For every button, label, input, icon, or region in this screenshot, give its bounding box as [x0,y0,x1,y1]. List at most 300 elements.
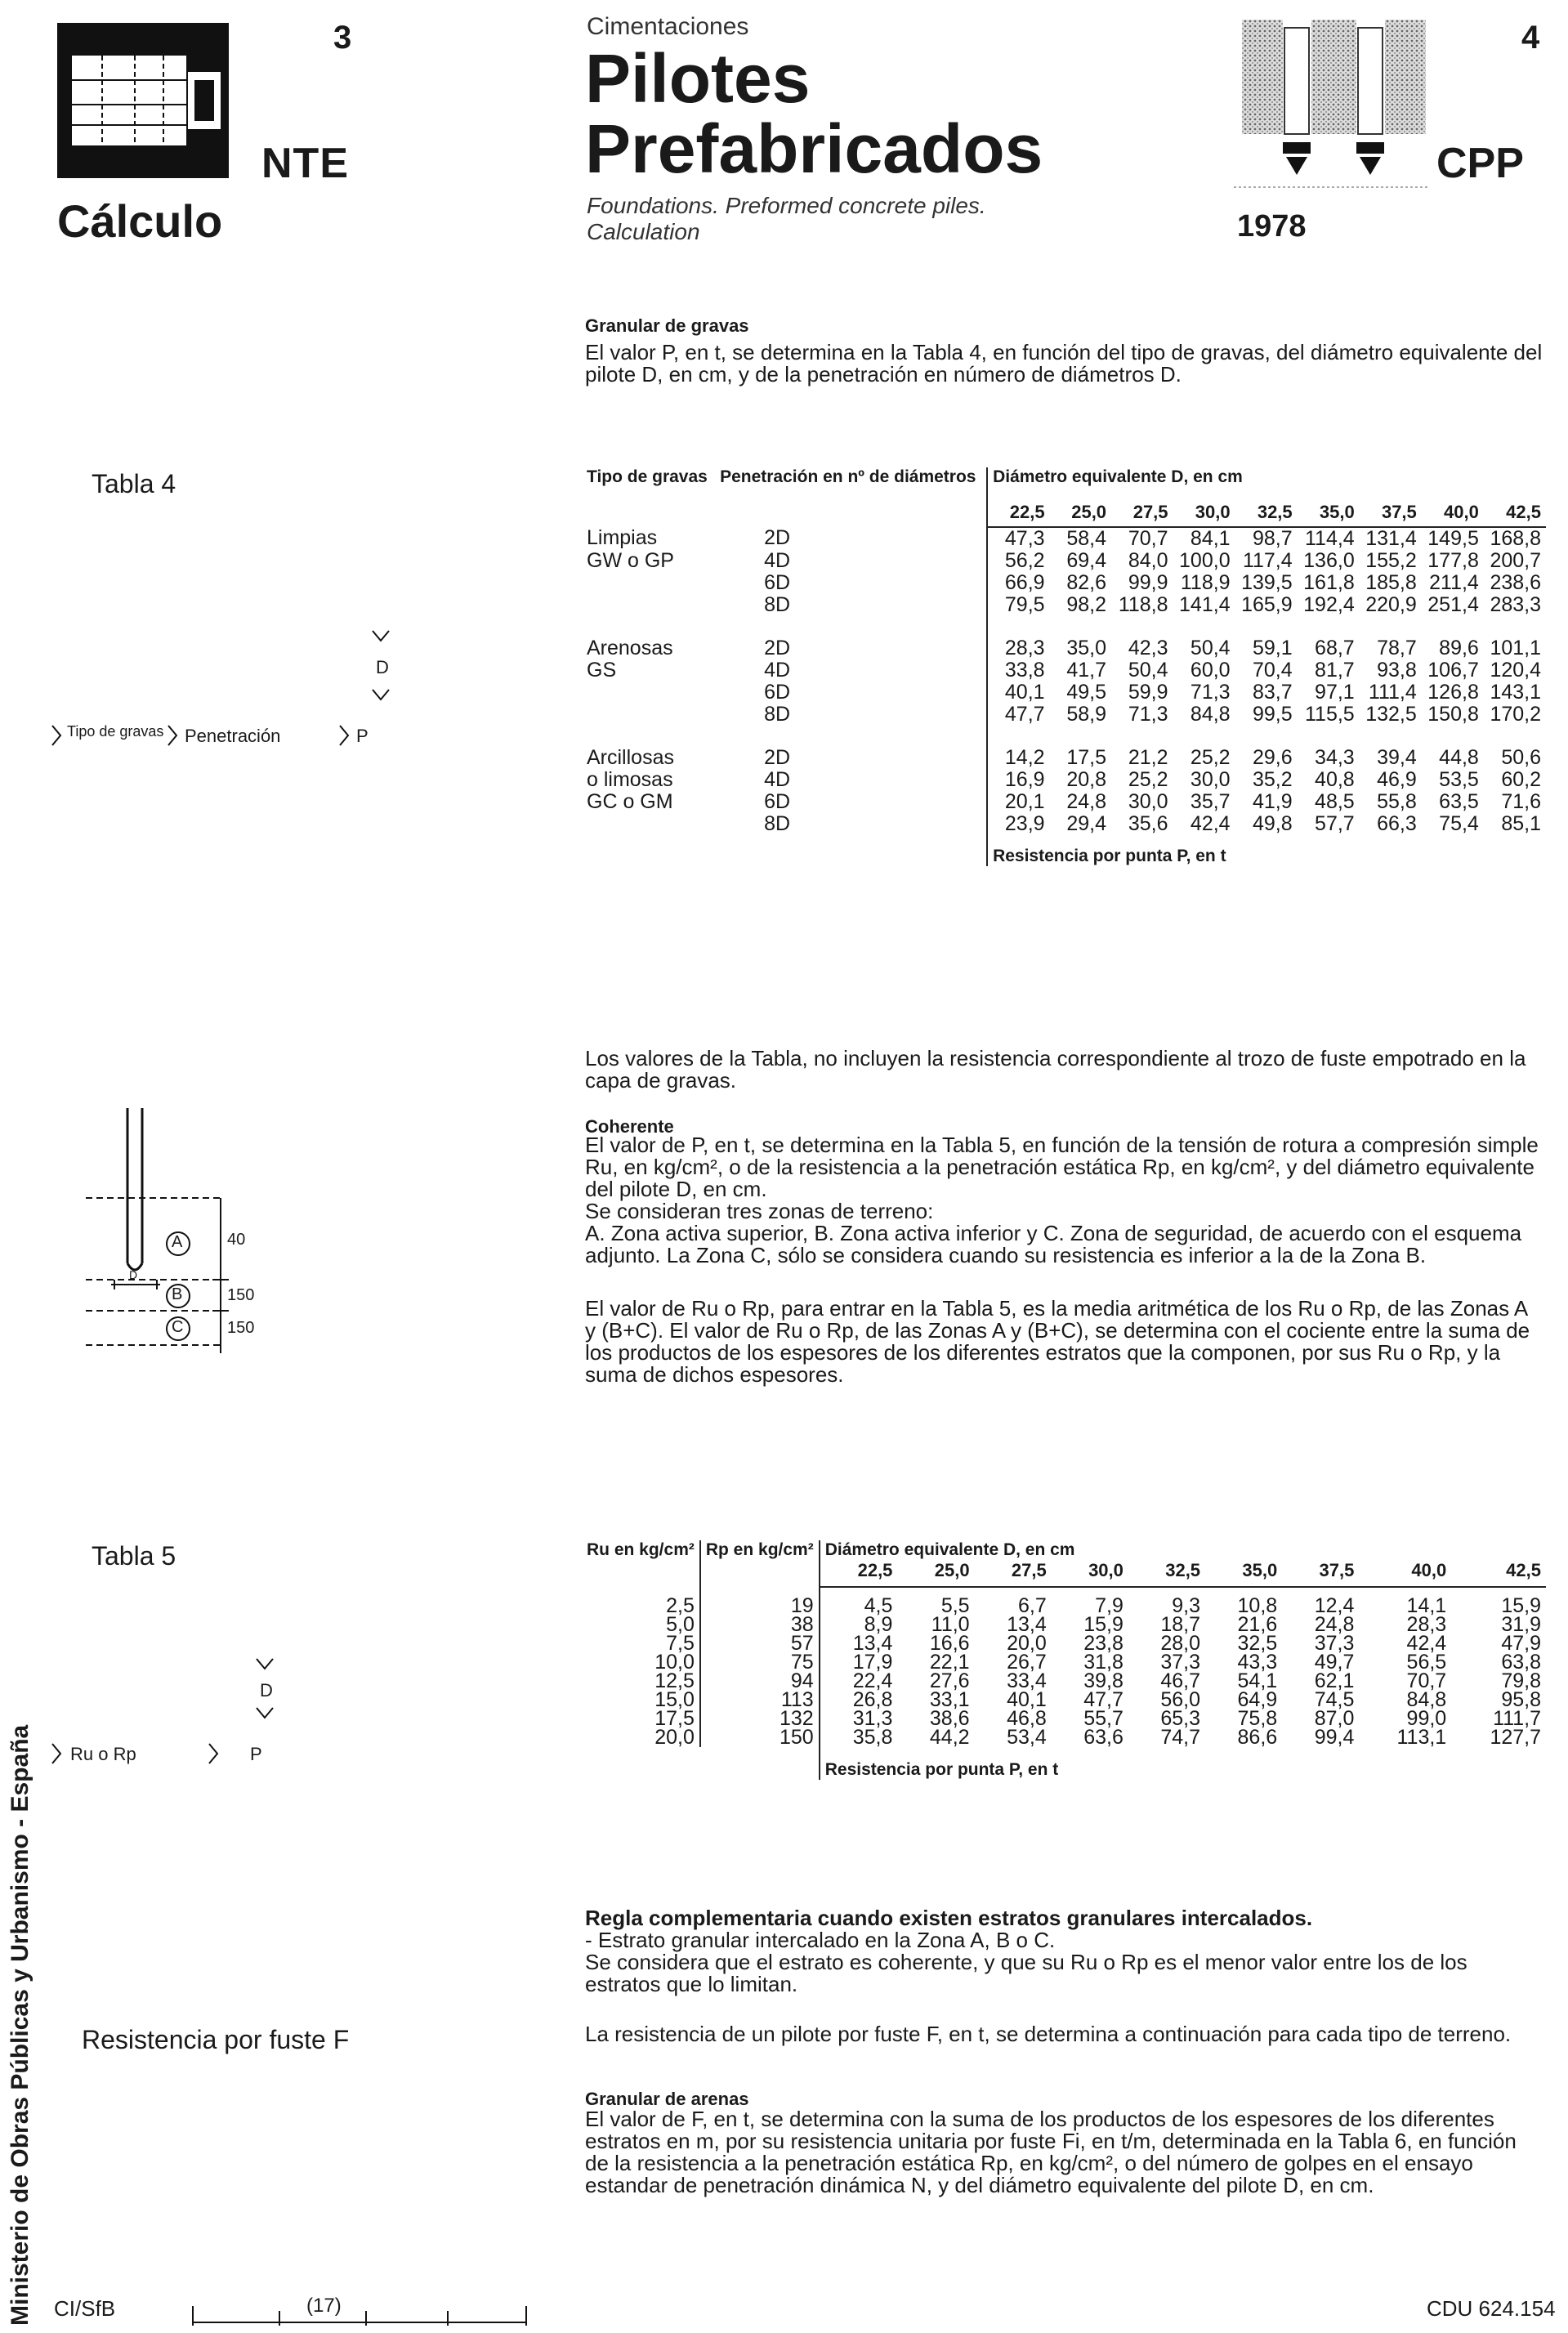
t4-value-cell: 85,1 [1501,812,1541,835]
t5-value-cell: 26,7 [1007,1651,1047,1674]
t4-value-cell: 49,5 [1066,681,1107,704]
t4-value-cell: 20,1 [987,791,1050,813]
t5-value-cell: 74,7 [1160,1726,1201,1749]
table-5 [582,1540,1546,1780]
t5-value-cell: 70,7 [1406,1669,1447,1692]
title-line-2: Prefabricados [585,110,1043,187]
rule-heading: Regla complementaria cuando existen estratos granulares intercalados. [585,1906,1313,1930]
t4-value-cell: 40,8 [1315,768,1355,791]
t5-value-cell: 35,8 [820,1728,898,1747]
zone-dim-40: 40 [227,1231,246,1249]
table-row [582,769,1546,791]
t5-diameter-header: 30,0 [1052,1560,1128,1587]
t4-value-cell: 177,8 [1427,549,1479,572]
flow5-output: P [250,1744,262,1764]
t5-rp-cell: 75 [700,1653,820,1672]
t5-value-cell: 13,4 [820,1634,898,1653]
t5-rp-cell: 132 [700,1710,820,1728]
t5-diameter-header: 27,5 [975,1560,1052,1587]
t5-value-cell: 56,5 [1406,1651,1447,1674]
t4-value-cell: 251,4 [1427,593,1479,616]
t5-rp-cell: 38 [700,1616,820,1634]
t5-ru-cell: 20,0 [654,1726,695,1749]
t4-value-cell: 89,6 [1439,637,1479,659]
t5-ru-cell: 15,0 [654,1688,695,1711]
table-row [582,1616,1546,1634]
t5-value-cell: 5,5 [940,1594,970,1617]
t5-value-cell: 87,0 [1314,1707,1355,1730]
t4-tipo-cell: Limpias [587,526,658,549]
t5-value-cell: 18,7 [1160,1613,1201,1636]
t4-value-cell: 83,7 [1252,681,1293,704]
rule-text: Se considera que el estrato es coherente, y que su Ru o Rp es el menor valor entre los de los estratos que lo limitan. [585,1950,1467,1996]
t4-value-cell: 132,5 [1365,703,1417,726]
table-row [582,1653,1546,1672]
t5-value-cell: 6,7 [1017,1594,1047,1617]
t4-value-cell: 20,8 [1066,768,1107,791]
coherente-p1: El valor de P, en t, se determina en la Tabla 5, en función de la tensión de rotura a compresión simple Ru, en kg/cm², o de la resistencia a la penetración estática Rp, en kg/cm², y del diámetro equivalente del pilote D, en cm. [585,1133,1539,1201]
table-row [582,682,1546,704]
table-row [582,594,1546,616]
t5-value-cell: 23,8 [1083,1632,1124,1655]
t5-value-cell: 47,7 [1083,1688,1124,1711]
t5-col-diam: Diámetro equivalente D, en cm [820,1540,1546,1560]
t5-value-cell: 39,8 [1083,1669,1124,1692]
zone-c: C [172,1318,184,1336]
t5-value-cell: 15,9 [1501,1594,1541,1617]
t4-value-cell: 59,1 [1252,637,1293,659]
t4-value-cell: 60,0 [1190,659,1231,682]
t4-value-cell: 71,3 [1190,681,1231,704]
table-row [582,1691,1546,1710]
title-line-1: Pilotes [585,40,811,117]
t5-value-cell: 17,9 [820,1653,898,1672]
t4-diameter-header: 30,0 [1173,487,1235,527]
table-row [582,550,1546,572]
t4-value-cell: 39,4 [1377,746,1417,769]
t4-value-cell: 25,2 [1128,768,1168,791]
t4-col-tipo: Tipo de gravas [587,467,708,486]
rule-item: - Estrato granular intercalado en la Zona A, B o C. [585,1928,1056,1952]
t5-value-cell: 56,0 [1160,1688,1201,1711]
heading-granular-arenas: Granular de arenas [585,2089,749,2109]
nte-logo [57,23,229,178]
t4-diameter-header: 42,5 [1484,487,1546,527]
t5-value-cell: 4,5 [820,1597,898,1616]
t4-tipo-cell [582,813,715,835]
paragraph-arenas: El valor de F, en t, se determina con la suma de los productos de los espesores de los diferentes estratos en m, por su resistencia unitaria por fuste Fi, en t/m, determinada en la Tabla 6, en función de la resistencia a la penetración estática Rp, en kg/cm², o del número de golpes en el ensayo estandar de penetración dinámica N, y del diámetro equivalente del pilote D, en cm. [585,2107,1517,2197]
t4-pen-cell: 2D [764,526,791,549]
t5-value-cell: 21,6 [1237,1613,1278,1636]
t4-value-cell: 40,1 [987,682,1050,704]
t4-value-cell: 29,4 [1066,812,1107,835]
t5-diameter-header: 40,0 [1359,1560,1451,1587]
zone-d-label: D [129,1268,138,1281]
t4-value-cell: 136,0 [1303,549,1355,572]
t5-value-cell: 86,6 [1237,1726,1278,1749]
t4-value-cell: 84,1 [1190,527,1231,550]
t5-value-cell: 26,8 [820,1691,898,1710]
table-row [582,659,1546,682]
t5-rp-cell: 94 [700,1672,820,1691]
t4-value-cell: 50,6 [1501,746,1541,769]
t5-value-cell: 28,0 [1160,1632,1201,1655]
t5-value-cell: 49,7 [1314,1651,1355,1674]
tabla5-label: Tabla 5 [92,1541,176,1571]
cisfb-label: CI/SfB [54,2296,116,2321]
t4-value-cell: 70,4 [1252,659,1293,682]
coherente-p2: Se consideran tres zonas de terreno: [585,1199,934,1223]
heading-coherente: Coherente [585,1116,674,1137]
t4-value-cell: 24,8 [1066,790,1107,813]
t5-value-cell: 7,9 [1095,1594,1124,1617]
subject-label: Cimentaciones [587,13,749,40]
t5-value-cell: 53,4 [1007,1726,1047,1749]
t4-value-cell: 41,7 [1066,659,1107,682]
t4-value-cell: 149,5 [1427,527,1479,550]
t5-value-cell: 31,3 [820,1710,898,1728]
t4-value-cell: 238,6 [1490,571,1541,594]
t4-tipo-cell: GC o GM [587,790,673,813]
t4-value-cell: 14,2 [987,747,1050,769]
t4-value-cell: 115,5 [1305,703,1355,726]
t5-ru-cell: 17,5 [654,1707,695,1730]
t5-ru-cell: 5,0 [666,1613,695,1636]
t4-tipo-cell: Arenosas [587,637,673,659]
t4-value-cell: 44,8 [1439,746,1479,769]
t5-value-cell: 24,8 [1314,1613,1355,1636]
t5-value-cell: 63,8 [1501,1651,1541,1674]
t4-value-cell: 192,4 [1303,593,1355,616]
t4-pen-cell: 2D [764,637,791,659]
t5-value-cell: 111,7 [1493,1707,1541,1730]
t5-value-cell: 32,5 [1237,1632,1278,1655]
t4-pen-cell: 6D [764,571,791,594]
t4-value-cell: 79,5 [987,594,1050,616]
t4-pen-cell: 6D [764,790,791,813]
zone-a: A [172,1233,183,1251]
t4-value-cell: 117,4 [1242,549,1293,572]
cisfb-code: (17) [306,2295,342,2317]
t4-value-cell: 131,4 [1365,527,1417,550]
cpp-logo [1234,20,1430,191]
table-row [582,747,1546,769]
t4-value-cell: 139,5 [1241,571,1293,594]
t4-value-cell: 35,6 [1128,812,1168,835]
t4-value-cell: 58,9 [1066,703,1107,726]
table-row [582,704,1546,726]
note-gravas: Los valores de la Tabla, no incluyen la resistencia correspondiente al trozo de fuste empotrado en la capa de gravas. [585,1046,1526,1093]
t4-col-pen: Penetración en nº de diámetros [720,467,976,486]
t4-value-cell: 111,4 [1368,681,1417,704]
t4-value-cell: 23,9 [987,813,1050,835]
t5-value-cell: 22,1 [929,1651,970,1674]
t4-value-cell: 58,4 [1066,527,1107,550]
table-row [582,527,1546,550]
t4-value-cell: 106,7 [1427,659,1479,682]
flow5-input: Ru o Rp [70,1744,136,1764]
t5-value-cell: 46,7 [1160,1669,1201,1692]
zone-diagram [82,1108,294,1370]
section-calculo: Cálculo [57,195,223,247]
t4-value-cell: 42,3 [1128,637,1168,659]
t4-value-cell: 100,0 [1179,549,1231,572]
t4-value-cell: 118,8 [1118,593,1168,616]
t5-footer: Resistencia por punta P, en t [820,1747,1546,1780]
t4-value-cell: 170,2 [1490,703,1541,726]
t4-value-cell: 118,9 [1180,571,1231,594]
t5-col-ru: Ru en kg/cm² [587,1540,695,1559]
t4-value-cell: 71,3 [1128,703,1168,726]
t5-rp-cell: 113 [700,1691,820,1710]
flow5-d: D [260,1680,273,1701]
cisfb-scale [188,2295,531,2327]
t5-value-cell: 54,1 [1237,1669,1278,1692]
t5-ru-cell: 7,5 [666,1632,695,1655]
t5-value-cell: 15,9 [1083,1613,1124,1636]
t4-tipo-cell: o limosas [587,768,673,791]
table-row [582,1634,1546,1653]
t4-tipo-cell [582,594,715,616]
t5-col-rp: Rp en kg/cm² [700,1540,820,1587]
table-row [582,572,1546,594]
t5-value-cell: 22,4 [820,1672,898,1691]
t4-value-cell: 41,9 [1252,790,1293,813]
table-row [582,791,1546,813]
t4-value-cell: 84,8 [1190,703,1231,726]
table-4 [582,467,1546,866]
t4-tipo-cell [582,682,715,704]
t4-value-cell: 69,4 [1066,549,1107,572]
t4-value-cell: 283,3 [1490,593,1541,616]
t4-value-cell: 63,5 [1439,790,1479,813]
t4-value-cell: 97,1 [1315,681,1355,704]
t5-value-cell: 75,8 [1237,1707,1278,1730]
t4-value-cell: 25,2 [1190,746,1231,769]
t4-value-cell: 57,7 [1315,812,1355,835]
t5-value-cell: 62,1 [1314,1669,1355,1692]
flow4-input: Tipo de gravas [67,723,164,740]
t5-value-cell: 31,9 [1501,1613,1541,1636]
t5-diameter-header: 42,5 [1451,1560,1546,1587]
t5-value-cell: 47,9 [1501,1632,1541,1655]
t4-diameter-header: 35,0 [1298,487,1360,527]
t4-pen-cell: 2D [764,746,791,769]
t4-value-cell: 70,7 [1128,527,1168,550]
t5-value-cell: 8,9 [820,1616,898,1634]
t4-value-cell: 35,2 [1252,768,1293,791]
cpp-label: CPP [1436,140,1524,187]
t4-value-cell: 75,4 [1439,812,1479,835]
t4-value-cell: 161,8 [1303,571,1355,594]
t4-value-cell: 55,8 [1377,790,1417,813]
t4-diameter-header: 22,5 [987,487,1050,527]
t5-value-cell: 74,5 [1314,1688,1355,1711]
nte-label: NTE [261,140,349,187]
t4-value-cell: 99,5 [1252,703,1293,726]
t4-diameter-header: 32,5 [1235,487,1298,527]
flow4-output: P [356,726,369,746]
fuste-label: Resistencia por fuste F [82,2025,350,2054]
fuste-text: La resistencia de un pilote por fuste F, en t, se determina a continuación para cada tipo de terreno. [585,2022,1512,2046]
t5-value-cell: 63,6 [1083,1726,1124,1749]
t5-value-cell: 10,8 [1237,1594,1278,1617]
t4-value-cell: 50,4 [1190,637,1231,659]
t4-value-cell: 120,4 [1490,659,1541,682]
heading-granular-gravas: Granular de gravas [585,315,749,336]
t5-value-cell: 12,4 [1314,1594,1355,1617]
t5-value-cell: 46,8 [1007,1707,1047,1730]
t5-value-cell: 84,8 [1406,1688,1447,1711]
t4-value-cell: 220,9 [1365,593,1417,616]
zone-dim-150a: 150 [227,1286,255,1304]
table-row [582,813,1546,835]
t4-value-cell: 50,4 [1128,659,1168,682]
t4-value-cell: 99,9 [1128,571,1168,594]
coherente-p3: A. Zona activa superior, B. Zona activa inferior y C. Zona de seguridad, de acuerdo con el esquema adjunto. La Zona C, sólo se considera cuando su resistencia es inferior a la de la Zona B. [585,1221,1522,1267]
t4-value-cell: 126,8 [1427,681,1479,704]
t4-value-cell: 143,1 [1490,681,1541,704]
t4-value-cell: 141,4 [1179,593,1231,616]
t5-value-cell: 40,1 [1007,1688,1047,1711]
t4-tipo-cell: GW o GP [587,549,674,572]
t4-value-cell: 211,4 [1429,571,1479,594]
t4-value-cell: 101,1 [1490,637,1541,659]
t5-rp-cell: 57 [700,1634,820,1653]
t4-tipo-cell [582,572,715,594]
t5-value-cell: 13,4 [1007,1613,1047,1636]
t4-value-cell: 47,3 [987,527,1050,550]
t4-value-cell: 30,0 [1128,790,1168,813]
t5-diameter-header: 22,5 [820,1560,898,1587]
t4-value-cell: 17,5 [1066,746,1107,769]
t4-tipo-cell [582,704,715,726]
paragraph-gravas: El valor P, en t, se determina en la Tabla 4, en función del tipo de gravas, del diámetro equivalente del pilote D, en cm, y de la penetración en número de diámetros D. [585,340,1543,387]
t4-value-cell: 35,0 [1066,637,1107,659]
t4-pen-cell: 4D [764,768,791,791]
t4-value-cell: 53,5 [1439,768,1479,791]
t4-value-cell: 30,0 [1190,768,1231,791]
t4-tipo-cell: Arcillosas [587,746,674,769]
t4-diameter-header: 37,5 [1360,487,1422,527]
t4-pen-cell: 4D [764,659,791,682]
subtitle-line-1: Foundations. Preformed concrete piles. [587,193,986,218]
t5-value-cell: 9,3 [1172,1594,1201,1617]
t5-value-cell: 28,3 [1406,1613,1447,1636]
t5-ru-cell: 10,0 [654,1651,695,1674]
t5-value-cell: 44,2 [929,1726,970,1749]
t4-value-cell: 48,5 [1315,790,1355,813]
t4-value-cell: 155,2 [1365,549,1417,572]
t4-pen-cell: 8D [764,593,791,616]
t5-value-cell: 11,0 [931,1613,970,1636]
flow4-d: D [376,657,389,677]
t4-value-cell: 98,2 [1066,593,1107,616]
table-row [582,1672,1546,1691]
t5-value-cell: 37,3 [1160,1651,1201,1674]
cdu-code: CDU 624.154 [1427,2296,1556,2321]
t5-value-cell: 33,4 [1007,1669,1047,1692]
flow4-mid: Penetración [185,726,281,746]
t4-value-cell: 16,9 [987,769,1050,791]
t5-value-cell: 55,7 [1083,1707,1124,1730]
t4-value-cell: 185,8 [1365,571,1417,594]
t5-value-cell: 42,4 [1406,1632,1447,1655]
t5-rp-cell: 150 [700,1728,820,1747]
t5-value-cell: 16,6 [929,1632,970,1655]
t5-ru-cell: 2,5 [666,1594,695,1617]
t4-value-cell: 98,7 [1252,527,1293,550]
t4-value-cell: 165,9 [1241,593,1293,616]
t4-value-cell: 42,4 [1190,812,1231,835]
coherente-p4: El valor de Ru o Rp, para entrar en la Tabla 5, es la media aritmética de los Ru o Rp, de las Zonas A y (B+C). El valor de Ru o Rp, de las Zonas A y (B+C), se determina con el cociente entre la suma de los productos de los espesores de los diferentes estratos que la componen, por sus Ru o Rp, y la suma de dichos espesores. [585,1296,1530,1387]
t4-value-cell: 93,8 [1377,659,1417,682]
t4-value-cell: 56,2 [987,550,1050,572]
t4-value-cell: 200,7 [1490,549,1541,572]
t5-diameter-header: 37,5 [1282,1560,1359,1587]
t4-tipo-cell: GS [587,659,617,682]
t4-pen-cell: 8D [764,812,791,835]
t4-value-cell: 81,7 [1315,659,1355,682]
t5-diameter-header: 32,5 [1128,1560,1205,1587]
t4-value-cell: 66,3 [1377,812,1417,835]
t5-value-cell: 20,0 [1007,1632,1047,1655]
t5-ru-cell: 12,5 [654,1669,695,1692]
flow-diagram-tabla5 [49,1649,360,1772]
t4-value-cell: 168,8 [1490,527,1541,550]
t5-value-cell: 95,8 [1501,1688,1541,1711]
t4-footer: Resistencia por punta P, en t [987,835,1546,866]
t5-value-cell: 33,1 [929,1688,970,1711]
t4-value-cell: 59,9 [1128,681,1168,704]
zone-b: B [172,1285,183,1303]
t4-value-cell: 84,0 [1128,549,1168,572]
t4-diameter-header: 27,5 [1111,487,1173,527]
table-row [582,1597,1546,1616]
t5-value-cell: 27,6 [929,1669,970,1692]
t4-value-cell: 28,3 [987,637,1050,659]
t4-value-cell: 114,4 [1305,527,1355,550]
t5-value-cell: 43,3 [1237,1651,1278,1674]
t4-diameter-header: 25,0 [1050,487,1111,527]
t4-value-cell: 66,9 [987,572,1050,594]
t5-value-cell: 37,3 [1314,1632,1355,1655]
ministry-vertical-text: Ministerio de Obras Públicas y Urbanismo - España [7,1724,34,2326]
t5-value-cell: 31,8 [1083,1651,1124,1674]
t4-value-cell: 78,7 [1377,637,1417,659]
t5-value-cell: 65,3 [1160,1707,1201,1730]
tabla4-label: Tabla 4 [92,469,176,498]
right-page-number: 4 [1521,20,1540,56]
t5-value-cell: 127,7 [1490,1726,1541,1749]
t4-value-cell: 47,7 [987,704,1050,726]
t5-value-cell: 79,8 [1501,1669,1541,1692]
t4-pen-cell: 8D [764,703,791,726]
left-page-number: 3 [333,20,352,56]
t4-value-cell: 33,8 [987,659,1050,682]
t5-value-cell: 99,4 [1314,1726,1355,1749]
subtitle [587,193,1175,245]
t4-col-diam: Diámetro equivalente D, en cm [987,467,1546,487]
t4-value-cell: 34,3 [1315,746,1355,769]
t4-value-cell: 21,2 [1128,746,1168,769]
t4-pen-cell: 4D [764,549,791,572]
t4-diameter-header: 40,0 [1422,487,1484,527]
t4-value-cell: 29,6 [1252,746,1293,769]
flow-diagram-tabla4 [49,621,409,760]
year: 1978 [1237,209,1307,244]
t5-value-cell: 14,1 [1406,1594,1447,1617]
